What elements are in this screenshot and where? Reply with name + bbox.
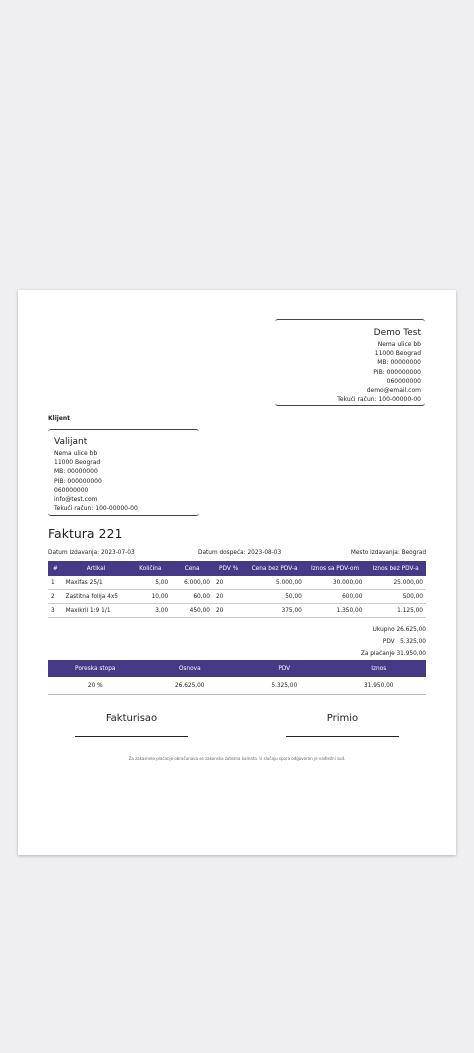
cell: 50,00	[244, 590, 305, 604]
amount-due: Za plaćanje 31.950,00	[360, 651, 426, 657]
client-mb: MB: 00000000	[54, 468, 98, 476]
col-header: #	[48, 561, 63, 576]
table-row	[48, 604, 426, 618]
cell: 1.350,00	[305, 604, 366, 618]
cell: 600,00	[305, 590, 366, 604]
client-email: info@test.com	[54, 496, 98, 504]
cell: 500,00	[365, 590, 426, 604]
cell: 450,00	[171, 604, 213, 618]
col-header: PDV	[237, 660, 332, 677]
cell: 375,00	[244, 604, 305, 618]
signature-label: Primio	[326, 713, 359, 724]
cell: 1	[48, 576, 63, 590]
col-header: Osnova	[143, 660, 238, 677]
issue-date: Datum izdavanja: 2023-07-03	[48, 550, 135, 556]
issue-place: Mesto izdavanja: Beograd	[350, 550, 426, 556]
invoice-page	[18, 290, 456, 855]
signature-issuer	[75, 713, 188, 737]
seller-info	[275, 319, 425, 406]
cell: 26.625,00	[143, 677, 238, 695]
cell: 1.125,00	[365, 604, 426, 618]
col-header: Poreska stopa	[48, 660, 143, 677]
col-header: Iznos	[332, 660, 427, 677]
seller-mb: MB: 00000000	[377, 359, 421, 367]
cell: 6.000,00	[171, 576, 213, 590]
seller-address: Nema ulice bb	[377, 341, 421, 348]
cell: 2	[48, 590, 63, 604]
client-label: Klijent	[48, 415, 71, 422]
table-row	[48, 576, 426, 590]
col-header: Iznos bez PDV-a	[365, 561, 426, 576]
col-header: Cena bez PDV-a	[244, 561, 305, 576]
client-city: 11000 Beograd	[54, 459, 101, 467]
vat-total: PDV 5.325,00	[382, 639, 426, 645]
col-header: Iznos sa PDV-om	[305, 561, 366, 576]
cell: 60,00	[171, 590, 213, 604]
seller-name: Demo Test	[373, 328, 421, 338]
signature-line	[75, 736, 188, 737]
items-table	[48, 561, 426, 618]
cell: 5.000,00	[244, 576, 305, 590]
totals	[361, 624, 426, 660]
seller-city: 11000 Beograd	[374, 350, 421, 358]
col-header: Artikal	[63, 561, 130, 576]
client-name: Valijant	[54, 437, 88, 447]
seller-email: demo@email.com	[366, 387, 421, 395]
client-phone: 060000000	[54, 486, 89, 494]
signature-receiver	[286, 713, 399, 737]
table-row	[48, 677, 426, 695]
client-pib: PIB: 000000000	[54, 477, 102, 485]
client-address: Nema ulice bb	[54, 450, 98, 457]
invoice-title: Faktura 221	[48, 526, 123, 541]
cell: 5.325,00	[237, 677, 332, 695]
table-row	[48, 590, 426, 604]
cell: 3,00	[129, 604, 171, 618]
footer-note: Za zakasnelo plaćanje obračunava se zakonska zatezna kamata. U slučaju spora odgovoran je nadležni sud.	[128, 756, 346, 761]
cell: 20	[213, 576, 244, 590]
cell: 3	[48, 604, 63, 618]
cell: 10,00	[129, 590, 171, 604]
subtotal: Ukupno 26.625,00	[372, 627, 426, 633]
cell: 20	[213, 590, 244, 604]
seller-account: Tekući račun: 100-00000-00	[337, 396, 421, 404]
items-header-row	[48, 561, 426, 576]
cell: 20 %	[48, 677, 143, 695]
cell: 25.000,00	[365, 576, 426, 590]
seller-phone: 060000000	[386, 377, 421, 385]
tax-table	[48, 660, 426, 695]
cell: 5,00	[129, 576, 171, 590]
col-header: PDV %	[213, 561, 244, 576]
cell: Zastitna folija 4x5	[63, 590, 130, 604]
cell: Maxifas 25/1	[63, 576, 130, 590]
cell: 30.000,00	[305, 576, 366, 590]
signature-line	[286, 736, 399, 737]
col-header: Cena	[171, 561, 213, 576]
due-date: Datum dospeća: 2023-08-03	[198, 550, 282, 556]
cell: 20	[213, 604, 244, 618]
signature-label: Fakturisao	[105, 713, 158, 724]
col-header: Količina	[129, 561, 171, 576]
seller-pib: PIB: 000000000	[373, 368, 421, 376]
cell: 31.950,00	[332, 677, 427, 695]
cell: Maxikril 1:9 1/1	[63, 604, 130, 618]
tax-header-row	[48, 660, 426, 677]
client-info	[48, 429, 199, 516]
client-account: Tekući račun: 100-00000-00	[54, 505, 138, 513]
